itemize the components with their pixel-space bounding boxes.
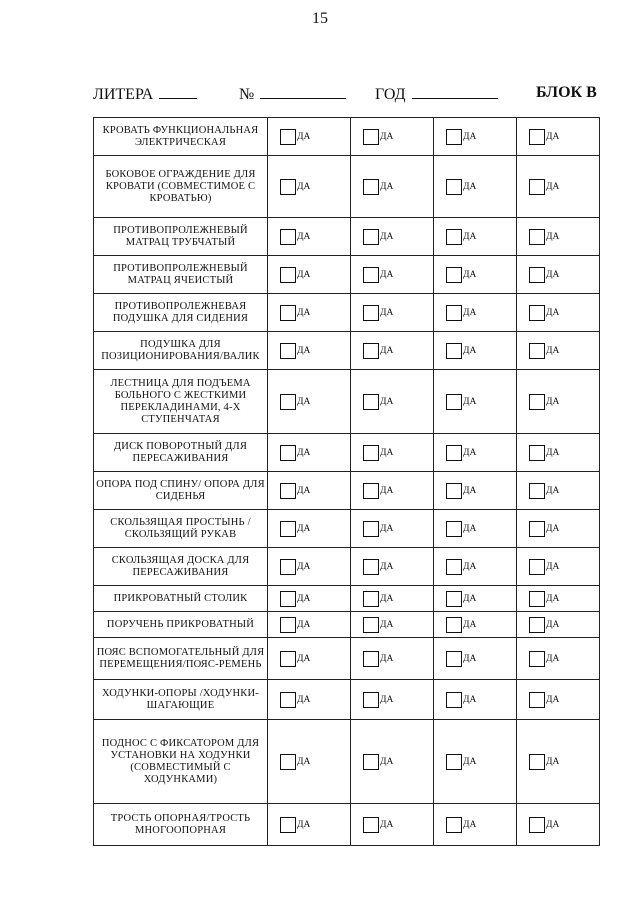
option-cell [268, 586, 351, 612]
number-field [239, 84, 346, 104]
checkbox-label: ДА [380, 231, 394, 242]
table-row [94, 218, 600, 256]
checkbox[interactable] [280, 559, 296, 575]
checkbox[interactable] [446, 521, 462, 537]
checkbox[interactable] [529, 129, 545, 145]
option-cell [434, 472, 517, 510]
option-cell [434, 434, 517, 472]
option-cell [517, 370, 600, 434]
option-cell [517, 472, 600, 510]
checkbox[interactable] [529, 692, 545, 708]
checkbox-label: ДА [380, 181, 394, 192]
year-label: ГОД [375, 86, 406, 103]
checkbox[interactable] [529, 521, 545, 537]
checkbox-label: ДА [297, 181, 311, 192]
checkbox-label: ДА [380, 756, 394, 767]
option-cell [268, 612, 351, 638]
option-cell [517, 638, 600, 680]
table-row [94, 256, 600, 294]
checkbox[interactable] [446, 267, 462, 283]
checkbox[interactable] [363, 817, 379, 833]
option-cell [517, 680, 600, 720]
checkbox-label: ДА [463, 307, 477, 318]
item-label: ОПОРА ПОД СПИНУ/ ОПОРА ДЛЯ СИДЕНЬЯ [94, 472, 268, 510]
table-row [94, 118, 600, 156]
option-cell [517, 256, 600, 294]
option-cell [517, 118, 600, 156]
checkbox-label: ДА [380, 561, 394, 572]
checkbox[interactable] [363, 591, 379, 607]
checkbox-label: ДА [546, 307, 560, 318]
option-cell [517, 804, 600, 846]
checkbox-label: ДА [546, 181, 560, 192]
option-cell [351, 434, 434, 472]
checkbox-label: ДА [380, 485, 394, 496]
checkbox-label: ДА [380, 694, 394, 705]
option-cell [434, 370, 517, 434]
checkbox-label: ДА [297, 653, 311, 664]
table-row [94, 720, 600, 804]
checkbox[interactable] [363, 267, 379, 283]
item-label: ПОДУШКА ДЛЯ ПОЗИЦИОНИРОВАНИЯ/ВАЛИК [94, 332, 268, 370]
checkbox-label: ДА [463, 181, 477, 192]
checkbox[interactable] [280, 394, 296, 410]
option-cell [351, 638, 434, 680]
option-cell [268, 510, 351, 548]
checkbox[interactable] [280, 129, 296, 145]
option-cell [434, 612, 517, 638]
checkbox-label: ДА [546, 523, 560, 534]
checkbox-label: ДА [546, 653, 560, 664]
checkbox-label: ДА [463, 561, 477, 572]
checkbox[interactable] [529, 179, 545, 195]
litera-label: ЛИТЕРА [93, 86, 154, 103]
table-row [94, 156, 600, 218]
option-cell [517, 612, 600, 638]
checkbox-label: ДА [546, 756, 560, 767]
option-cell [434, 294, 517, 332]
checkbox-label: ДА [380, 653, 394, 664]
option-cell [268, 472, 351, 510]
option-cell [351, 548, 434, 586]
table-row [94, 510, 600, 548]
table-row [94, 434, 600, 472]
table-row [94, 472, 600, 510]
checkbox[interactable] [363, 692, 379, 708]
checkbox-label: ДА [297, 561, 311, 572]
checkbox[interactable] [446, 445, 462, 461]
option-cell [434, 586, 517, 612]
option-cell [517, 434, 600, 472]
checkbox[interactable] [363, 179, 379, 195]
checkbox-label: ДА [546, 396, 560, 407]
option-cell [268, 256, 351, 294]
table-row [94, 804, 600, 846]
checkbox-label: ДА [297, 307, 311, 318]
checkbox-label: ДА [546, 345, 560, 356]
option-cell [351, 472, 434, 510]
checkbox-label: ДА [463, 653, 477, 664]
checkbox[interactable] [363, 129, 379, 145]
checkbox-label: ДА [463, 756, 477, 767]
checkbox[interactable] [280, 229, 296, 245]
option-cell [434, 680, 517, 720]
checkbox-label: ДА [297, 231, 311, 242]
item-label: ПОРУЧЕНЬ ПРИКРОВАТНЫЙ [94, 612, 268, 638]
table-row [94, 612, 600, 638]
table-row [94, 294, 600, 332]
checkbox[interactable] [363, 754, 379, 770]
checkbox-label: ДА [380, 345, 394, 356]
option-cell [351, 370, 434, 434]
checkbox-label: ДА [463, 523, 477, 534]
option-cell [517, 156, 600, 218]
checkbox[interactable] [529, 817, 545, 833]
checkbox[interactable] [529, 343, 545, 359]
checkbox[interactable] [529, 559, 545, 575]
item-label: ПРОТИВОПРОЛЕЖНЕВЫЙ МАТРАЦ ЯЧЕИСТЫЙ [94, 256, 268, 294]
checkbox-label: ДА [463, 485, 477, 496]
litera-field [93, 84, 197, 104]
checkbox[interactable] [529, 617, 545, 633]
checkbox[interactable] [446, 129, 462, 145]
checkbox-label: ДА [463, 819, 477, 830]
option-cell [351, 218, 434, 256]
checkbox[interactable] [446, 483, 462, 499]
option-cell [434, 638, 517, 680]
equipment-table [93, 117, 600, 846]
checkbox[interactable] [280, 179, 296, 195]
item-label: ПРОТИВОПРОЛЕЖНЕВАЯ ПОДУШКА ДЛЯ СИДЕНИЯ [94, 294, 268, 332]
option-cell [517, 720, 600, 804]
checkbox-label: ДА [546, 561, 560, 572]
checkbox[interactable] [529, 267, 545, 283]
checkbox-label: ДА [463, 231, 477, 242]
year-field [375, 84, 498, 104]
item-label: БОКОВОЕ ОГРАЖДЕНИЕ ДЛЯ КРОВАТИ (СОВМЕСТИМОЕ С КРОВАТЬЮ) [94, 156, 268, 218]
checkbox[interactable] [446, 817, 462, 833]
checkbox-label: ДА [297, 269, 311, 280]
table-row [94, 332, 600, 370]
checkbox-label: ДА [380, 307, 394, 318]
checkbox-label: ДА [546, 131, 560, 142]
checkbox-label: ДА [297, 593, 311, 604]
checkbox[interactable] [280, 754, 296, 770]
checkbox-label: ДА [463, 396, 477, 407]
checkbox-label: ДА [546, 593, 560, 604]
checkbox-label: ДА [546, 619, 560, 630]
option-cell [434, 156, 517, 218]
checkbox[interactable] [529, 394, 545, 410]
option-cell [268, 548, 351, 586]
table-row [94, 586, 600, 612]
table-row [94, 638, 600, 680]
checkbox-label: ДА [546, 447, 560, 458]
option-cell [268, 370, 351, 434]
number-input-line[interactable] [260, 84, 346, 99]
checkbox[interactable] [446, 591, 462, 607]
item-label: СКОЛЬЗЯЩАЯ ДОСКА ДЛЯ ПЕРЕСАЖИВАНИЯ [94, 548, 268, 586]
checkbox-label: ДА [380, 396, 394, 407]
checkbox[interactable] [446, 229, 462, 245]
checkbox-label: ДА [546, 694, 560, 705]
checkbox-label: ДА [546, 485, 560, 496]
checkbox[interactable] [446, 651, 462, 667]
checkbox[interactable] [280, 617, 296, 633]
block-label: БЛОК В [536, 84, 597, 101]
option-cell [517, 218, 600, 256]
year-input-line[interactable] [412, 84, 498, 99]
option-cell [434, 510, 517, 548]
checkbox[interactable] [363, 617, 379, 633]
checkbox-label: ДА [297, 694, 311, 705]
checkbox-label: ДА [546, 269, 560, 280]
option-cell [351, 612, 434, 638]
option-cell [351, 586, 434, 612]
checkbox-label: ДА [380, 447, 394, 458]
checkbox-label: ДА [297, 485, 311, 496]
option-cell [268, 680, 351, 720]
option-cell [268, 294, 351, 332]
checkbox-label: ДА [463, 447, 477, 458]
option-cell [351, 294, 434, 332]
checkbox[interactable] [446, 394, 462, 410]
option-cell [351, 256, 434, 294]
item-label: ПОДНОС С ФИКСАТОРОМ ДЛЯ УСТАНОВКИ НА ХОДУНКИ (СОВМЕСТИМЫЙ С ХОДУНКАМИ) [94, 720, 268, 804]
option-cell [268, 332, 351, 370]
option-cell [517, 294, 600, 332]
option-cell [434, 118, 517, 156]
checkbox[interactable] [280, 817, 296, 833]
option-cell [517, 586, 600, 612]
option-cell [517, 548, 600, 586]
option-cell [268, 720, 351, 804]
checkbox[interactable] [280, 651, 296, 667]
checkbox[interactable] [529, 483, 545, 499]
checkbox[interactable] [529, 229, 545, 245]
checkbox-label: ДА [463, 619, 477, 630]
checkbox[interactable] [446, 692, 462, 708]
checkbox[interactable] [280, 521, 296, 537]
checkbox-label: ДА [297, 396, 311, 407]
checkbox[interactable] [280, 305, 296, 321]
checkbox[interactable] [363, 445, 379, 461]
table-row [94, 680, 600, 720]
checkbox[interactable] [280, 445, 296, 461]
checkbox-label: ДА [463, 345, 477, 356]
checkbox-label: ДА [463, 131, 477, 142]
checkbox-label: ДА [463, 694, 477, 705]
item-label: ХОДУНКИ-ОПОРЫ /ХОДУНКИ-ШАГАЮЩИЕ [94, 680, 268, 720]
checkbox-label: ДА [380, 131, 394, 142]
checkbox-label: ДА [297, 345, 311, 356]
checkbox-label: ДА [297, 447, 311, 458]
option-cell [434, 804, 517, 846]
option-cell [351, 118, 434, 156]
form-header [93, 84, 598, 106]
checkbox-label: ДА [297, 819, 311, 830]
checkbox-label: ДА [463, 593, 477, 604]
checkbox[interactable] [363, 651, 379, 667]
option-cell [434, 332, 517, 370]
option-cell [351, 720, 434, 804]
item-label: КРОВАТЬ ФУНКЦИОНАЛЬНАЯ ЭЛЕКТРИЧЕСКАЯ [94, 118, 268, 156]
option-cell [434, 720, 517, 804]
page-number: 15 [312, 10, 328, 27]
checkbox-label: ДА [380, 269, 394, 280]
checkbox[interactable] [363, 305, 379, 321]
checkbox[interactable] [446, 617, 462, 633]
option-cell [268, 156, 351, 218]
checkbox-label: ДА [297, 619, 311, 630]
item-label: ЛЕСТНИЦА ДЛЯ ПОДЪЕМА БОЛЬНОГО С ЖЕСТКИМИ ПЕРЕКЛАДИНАМИ, 4-Х СТУПЕНЧАТАЯ [94, 370, 268, 434]
checkbox[interactable] [446, 179, 462, 195]
checkbox-label: ДА [297, 523, 311, 534]
option-cell [517, 332, 600, 370]
checkbox[interactable] [529, 591, 545, 607]
option-cell [268, 638, 351, 680]
checkbox[interactable] [529, 754, 545, 770]
checkbox[interactable] [446, 754, 462, 770]
checkbox[interactable] [280, 267, 296, 283]
item-label: ПРИКРОВАТНЫЙ СТОЛИК [94, 586, 268, 612]
checkbox[interactable] [446, 305, 462, 321]
option-cell [268, 218, 351, 256]
checkbox-label: ДА [546, 231, 560, 242]
item-label: ПОЯС ВСПОМОГАТЕЛЬНЫЙ ДЛЯ ПЕРЕМЕЩЕНИЯ/ПОЯС-РЕМЕНЬ [94, 638, 268, 680]
litera-input-line[interactable] [159, 84, 197, 99]
item-label: ДИСК ПОВОРОТНЫЙ ДЛЯ ПЕРЕСАЖИВАНИЯ [94, 434, 268, 472]
checkbox[interactable] [446, 343, 462, 359]
checkbox-label: ДА [380, 819, 394, 830]
checkbox[interactable] [280, 343, 296, 359]
checkbox[interactable] [280, 591, 296, 607]
option-cell [434, 548, 517, 586]
item-label: СКОЛЬЗЯЩАЯ ПРОСТЫНЬ /СКОЛЬЗЯЩИЙ РУКАВ [94, 510, 268, 548]
checkbox-label: ДА [297, 131, 311, 142]
checkbox[interactable] [529, 651, 545, 667]
checkbox[interactable] [363, 394, 379, 410]
checkbox[interactable] [280, 483, 296, 499]
option-cell [351, 804, 434, 846]
checkbox[interactable] [529, 305, 545, 321]
option-cell [268, 118, 351, 156]
option-cell [351, 156, 434, 218]
table-row [94, 548, 600, 586]
option-cell [517, 510, 600, 548]
checkbox[interactable] [446, 559, 462, 575]
checkbox[interactable] [363, 229, 379, 245]
checkbox-label: ДА [463, 269, 477, 280]
option-cell [268, 804, 351, 846]
checkbox[interactable] [529, 445, 545, 461]
checkbox[interactable] [363, 343, 379, 359]
option-cell [434, 256, 517, 294]
checkbox-label: ДА [297, 756, 311, 767]
item-label: ТРОСТЬ ОПОРНАЯ/ТРОСТЬ МНОГООПОРНАЯ [94, 804, 268, 846]
checkbox[interactable] [363, 521, 379, 537]
option-cell [351, 510, 434, 548]
item-label: ПРОТИВОПРОЛЕЖНЕВЫЙ МАТРАЦ ТРУБЧАТЫЙ [94, 218, 268, 256]
table-row [94, 370, 600, 434]
checkbox-label: ДА [380, 593, 394, 604]
option-cell [434, 218, 517, 256]
checkbox-label: ДА [380, 523, 394, 534]
option-cell [268, 434, 351, 472]
checkbox[interactable] [363, 483, 379, 499]
option-cell [351, 680, 434, 720]
checkbox[interactable] [280, 692, 296, 708]
number-label: № [239, 86, 255, 103]
checkbox[interactable] [363, 559, 379, 575]
checkbox-label: ДА [546, 819, 560, 830]
option-cell [351, 332, 434, 370]
checkbox-label: ДА [380, 619, 394, 630]
